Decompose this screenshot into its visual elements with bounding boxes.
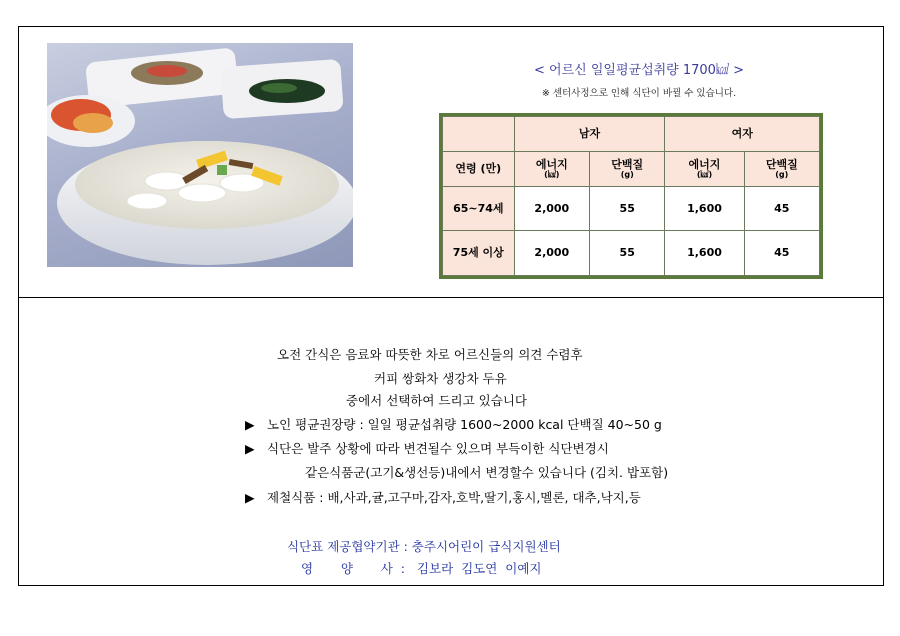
snack-intro-line-3: 중에서 선택하여 드리고 있습니다 (346, 393, 527, 408)
female-header: 여자 (665, 117, 820, 152)
section-divider (19, 297, 883, 298)
protein-unit: (g) (775, 169, 789, 179)
male-energy-cell: 2,000 (514, 231, 589, 276)
table-row (443, 186, 820, 231)
protein-label: 단백질 (611, 157, 644, 171)
male-protein-header (590, 151, 665, 186)
bullet-seasonal-foods (245, 488, 641, 506)
bullet-text: 식단은 발주 상황에 따라 변견될수 있으며 부득이한 식단변경시 (267, 441, 609, 456)
snack-intro-line-1: 오전 간식은 음료와 따뜻한 차로 어르신들의 의견 수렴후 (277, 347, 583, 362)
protein-label: 단백질 (765, 157, 798, 171)
daily-intake-title: < 어르신 일일평균섭취량 1700㎉ > (534, 63, 744, 78)
energy-unit: (㎉) (696, 169, 713, 179)
table-column-header-row (443, 151, 820, 186)
female-energy-cell: 1,600 (665, 186, 744, 231)
menu-page-frame (18, 26, 884, 586)
rice-cake-soup-image (47, 43, 353, 267)
bullet-arrow-icon: ▶ (245, 490, 255, 505)
menu-change-notice: ※ 센터사정으로 인해 식단이 바뀔 수 있습니다. (541, 88, 737, 99)
menu-provider: 식단표 제공협약기관 : 충주시어린이 급식지원센터 (287, 539, 561, 554)
female-protein-cell: 45 (744, 231, 819, 276)
empty-header-cell (443, 117, 515, 152)
bullet-menu-change (245, 439, 609, 457)
female-energy-header (665, 151, 744, 186)
female-protein-header (744, 151, 819, 186)
bullet-arrow-icon: ▶ (245, 441, 255, 456)
dietitian-names: 영 양 사 : 김보라 김도연 이예지 (301, 561, 542, 576)
snack-intro-line-2: 커피 쌍화차 생강차 두유 (374, 371, 507, 386)
table-group-header-row (443, 117, 820, 152)
male-energy-cell: 2,000 (514, 186, 589, 231)
male-protein-cell: 55 (590, 231, 665, 276)
male-header: 남자 (514, 117, 665, 152)
protein-unit: (g) (620, 169, 634, 179)
age-cell: 75세 이상 (443, 231, 515, 276)
table-row (443, 231, 820, 276)
female-protein-cell: 45 (744, 186, 819, 231)
bullet-menu-change-continued: 같은식품군(고기&생선등)내에서 변경할수 있습니다 (김치. 밥포함) (305, 465, 669, 480)
energy-label: 에너지 (535, 157, 568, 171)
nutrition-table-frame (439, 113, 823, 279)
age-header: 연령 (만) (443, 151, 515, 186)
male-energy-header (514, 151, 589, 186)
bullet-arrow-icon: ▶ (245, 417, 255, 432)
female-energy-cell: 1,600 (665, 231, 744, 276)
bullet-text: 노인 평균권장량 : 일일 평균섭취량 1600~2000 kcal 단백질 40~50 g (267, 417, 662, 432)
nutrition-table (442, 116, 820, 276)
age-cell: 65~74세 (443, 186, 515, 231)
energy-label: 에너지 (688, 157, 721, 171)
male-protein-cell: 55 (590, 186, 665, 231)
food-photo (47, 43, 353, 267)
bullet-recommended-intake (245, 415, 662, 433)
bullet-text: 제철식품 : 배,사과,귤,고구마,감자,호박,딸기,홍시,멜론, 대추,낙지,등 (267, 490, 641, 505)
energy-unit: (㎉) (544, 169, 560, 179)
